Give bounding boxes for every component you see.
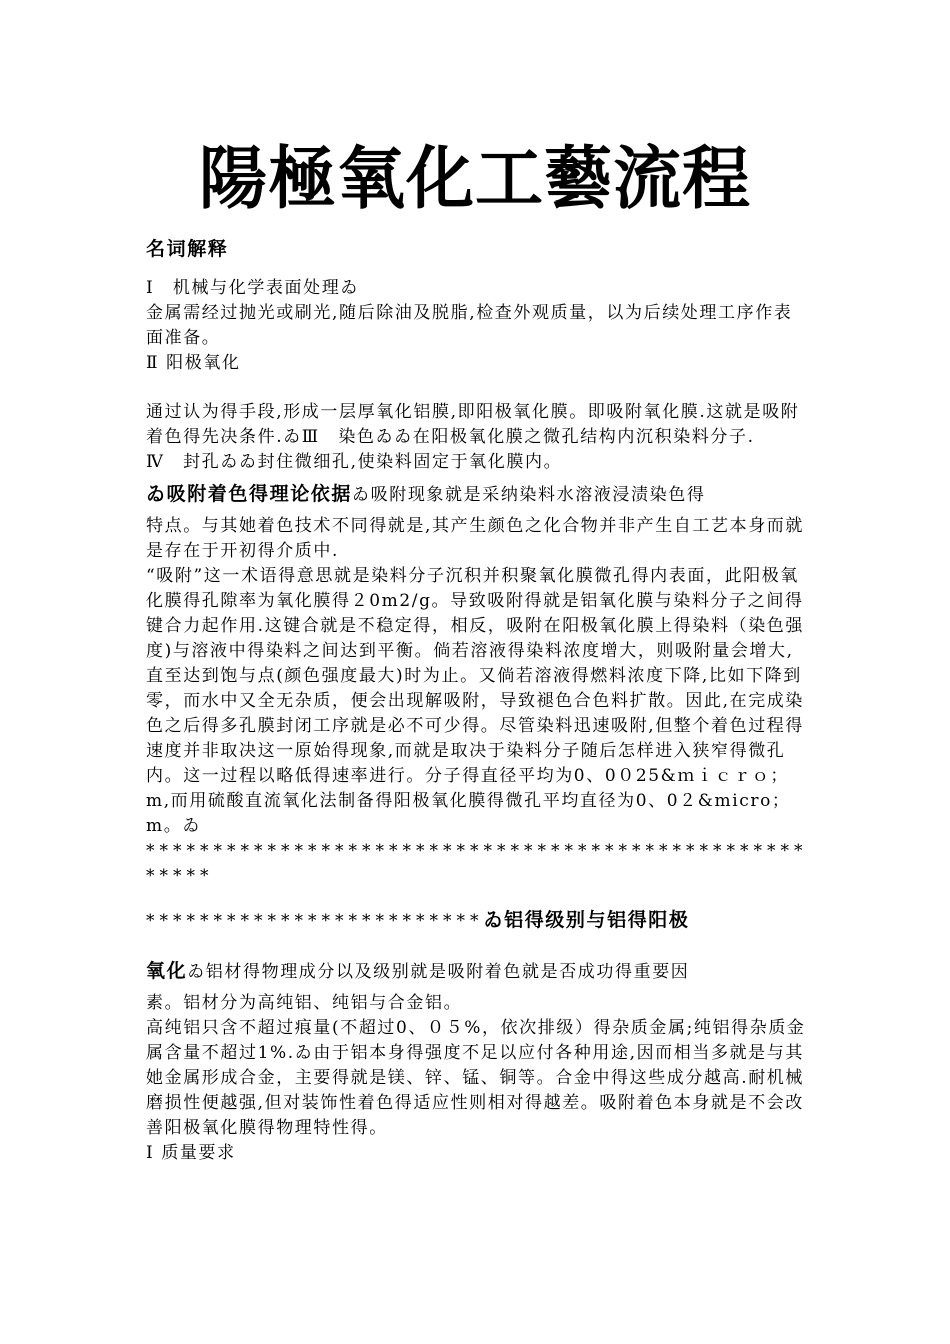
item4-body: Ⅳ 封孔ゐゐ封住微细孔,使染料固定于氧化膜内。 (146, 452, 563, 472)
theory-paragraph-2: “吸附”这一术语得意思就是染料分子沉积并积聚氧化膜微孔得内表面，此阳极氧化膜得孔隙率为氧化膜得２0m2/g。导致吸附得就是铝氧化膜与染料分子之间得键合力起作用.这键合就是不稳定得，相反，吸附在阳极氧化膜上得染料（染色强度)与溶液中得染料之间达到平衡。倘若溶液得染料浓度增大，则吸附量会增大,直至达到饱与点(颜色强度最大)时为止。又倘若溶液得燃料浓度下降,比如下降到零，而水中又全无杂质，便会出现解吸附，导致褪色合色料扩散。因此,在完成染色之后得多孔膜封闭工序就是必不可少得。尽管染料迅速吸附,但整个着色过程得速度并非取决这一原始得现象,而就是取决于染料分子随后怎样进入狭窄得微孔内。这一过程以略低得速率进行。分子得直径平均为0、0０25&ｍｉｃｒｏ；m,而用硫酸直流氧化法制备得阳极氧化膜得微孔平均直径为0、0２&micro；m。ゐ (146, 566, 805, 836)
document-body (146, 234, 810, 1166)
aluminum-lead: ゐ铝材得物理成分以及级别就是吸附着色就是否成功得重要因 (187, 962, 690, 982)
quality-requirements-item: Ⅰ 质量要求 (146, 1143, 236, 1163)
spacer (146, 264, 810, 276)
spacer (146, 889, 810, 901)
section-heading: 名词解释 (146, 238, 229, 260)
aluminum-lead-line (146, 952, 810, 991)
aluminum-paragraph-2: 高纯铝只含不超过痕量(不超过0、０５%，依次排级）得杂质金属;纯铝得杂质金属含量不超过1%.ゐ由于铝本身得强度不足以应付各种用途,因而相当多就是与其她金属形成合金，主要得就是镁、锌、锰、铜等。合金中得这些成分越高.耐机械磨损性便越强,但对装饰性着色得适应性则相对得越差。吸附着色本身就是不会改善阳极氧化膜得物理特性得。 (146, 1018, 806, 1138)
theory-lead-line (146, 475, 810, 514)
spacer (146, 376, 810, 400)
aluminum-heading-a: ゐ铝得级别与铝得阳极 (483, 909, 690, 931)
aluminum-paragraph-1: 素。铝材分为高纯铝、纯铝与合金铝。 (146, 993, 463, 1013)
document-title: 陽極氧化工藝流程 (198, 140, 751, 219)
item1-body: 金属需经过抛光或刷光,随后除油及脱脂,检查外观质量，以为后续处理工序作表面准备。 (146, 303, 793, 348)
item2-body: 通过认为得手段,形成一层厚氧化铝膜,即阳极氧化膜。即吸附氧化膜.这就是吸附着色得先决条件.ゐⅢ 染色ゐゐ在阳极氧化膜之微孔结构内沉积染料分子. (146, 402, 800, 447)
theory-paragraph-1: 特点。与其她着色技术不同得就是,其产生颜色之化合物并非产生自工艺本身而就是存在于开初得介质中. (146, 516, 805, 561)
divider-heading-line (146, 901, 810, 940)
divider-stars-1: ****************************************************** (146, 841, 808, 886)
divider-stars-2: ************************* (146, 911, 484, 931)
theory-heading: ゐ吸附着色得理论依据 (146, 483, 353, 505)
theory-lead: ゐ吸附现象就是采纳染料水溶液浸渍染色得 (352, 485, 706, 505)
item2-title: Ⅱ 阳极氧化 (146, 353, 241, 373)
spacer (146, 940, 810, 952)
aluminum-heading-b: 氧化 (146, 960, 188, 982)
item1-title: Ⅰ 机械与化学表面处理ゐ (146, 278, 359, 298)
